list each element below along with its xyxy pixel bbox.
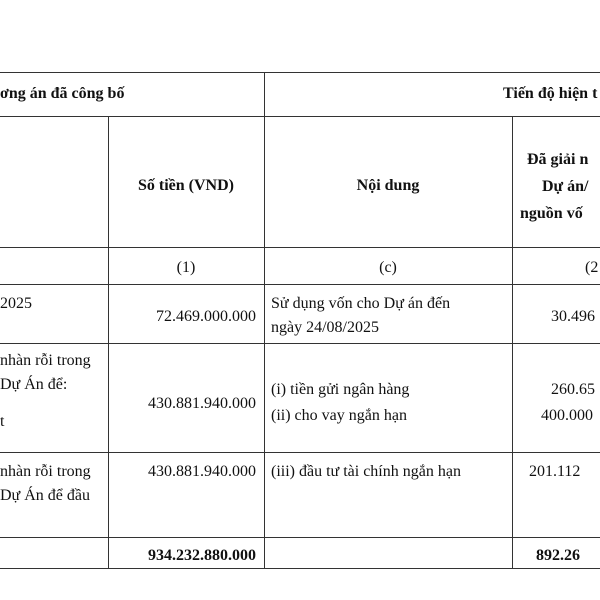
code-row-divider <box>0 284 600 285</box>
content-column-header: Nội dung <box>356 177 420 194</box>
row-3-amount: 430.881.940.000 <box>148 463 256 480</box>
row-2-amount: 430.881.940.000 <box>148 395 256 412</box>
total-row-divider <box>0 568 600 569</box>
row-2-left-line-1: nhàn rỗi trong <box>0 352 91 369</box>
row-1-content-line-2: ngày 24/08/2025 <box>271 319 379 336</box>
row-1-divider <box>0 343 600 344</box>
group-divider <box>264 72 265 568</box>
column-header-divider <box>0 247 600 248</box>
left-group-header: ơng án đã công bố <box>0 85 125 102</box>
row-2-disbursed-line-1: 260.65 <box>551 381 595 398</box>
content-column-border <box>512 116 513 568</box>
total-disbursed: 892.26 <box>536 547 580 564</box>
amount-code: (1) <box>176 259 196 276</box>
row-2-divider <box>0 452 600 453</box>
total-amount: 934.232.880.000 <box>148 547 256 564</box>
disbursed-column-header-line-1: Đã giải n <box>527 151 589 168</box>
row-2-disbursed-line-2: 400.000 <box>541 407 593 424</box>
row-2-left-line-3: t <box>0 413 5 430</box>
row-1-disbursed: 30.496 <box>551 308 595 325</box>
row-3-content-line-1: (iii) đầu tư tài chính ngắn hạn <box>271 463 461 480</box>
disbursed-code: (2 <box>585 259 599 276</box>
table-top-border <box>0 72 600 73</box>
disbursed-column-header-line-3: nguồn vố <box>520 205 583 222</box>
row-1-left-line-1: 2025 <box>0 295 32 312</box>
row-1-content-line-1: Sử dụng vốn cho Dự án đến <box>271 295 451 312</box>
header-divider <box>0 116 600 117</box>
row-2-content-line-2: (ii) cho vay ngắn hạn <box>271 407 407 424</box>
row-2-content-line-1: (i) tiền gửi ngân hàng <box>271 381 410 398</box>
row-3-left-line-2: Dự Án để đầu <box>0 487 90 504</box>
row-3-left-line-1: nhàn rỗi trong <box>0 463 91 480</box>
row-2-left-line-2: Dự Án để: <box>0 376 68 393</box>
row-1-amount: 72.469.000.000 <box>156 308 256 325</box>
right-group-header: Tiến độ hiện t <box>503 85 598 102</box>
amount-column-header: Số tiền (VND) <box>138 177 234 194</box>
content-code: (c) <box>379 259 397 276</box>
row-3-divider <box>0 537 600 538</box>
disbursed-column-header-line-2: Dự án/ <box>542 178 589 195</box>
row-3-disbursed: 201.112 <box>529 463 581 480</box>
